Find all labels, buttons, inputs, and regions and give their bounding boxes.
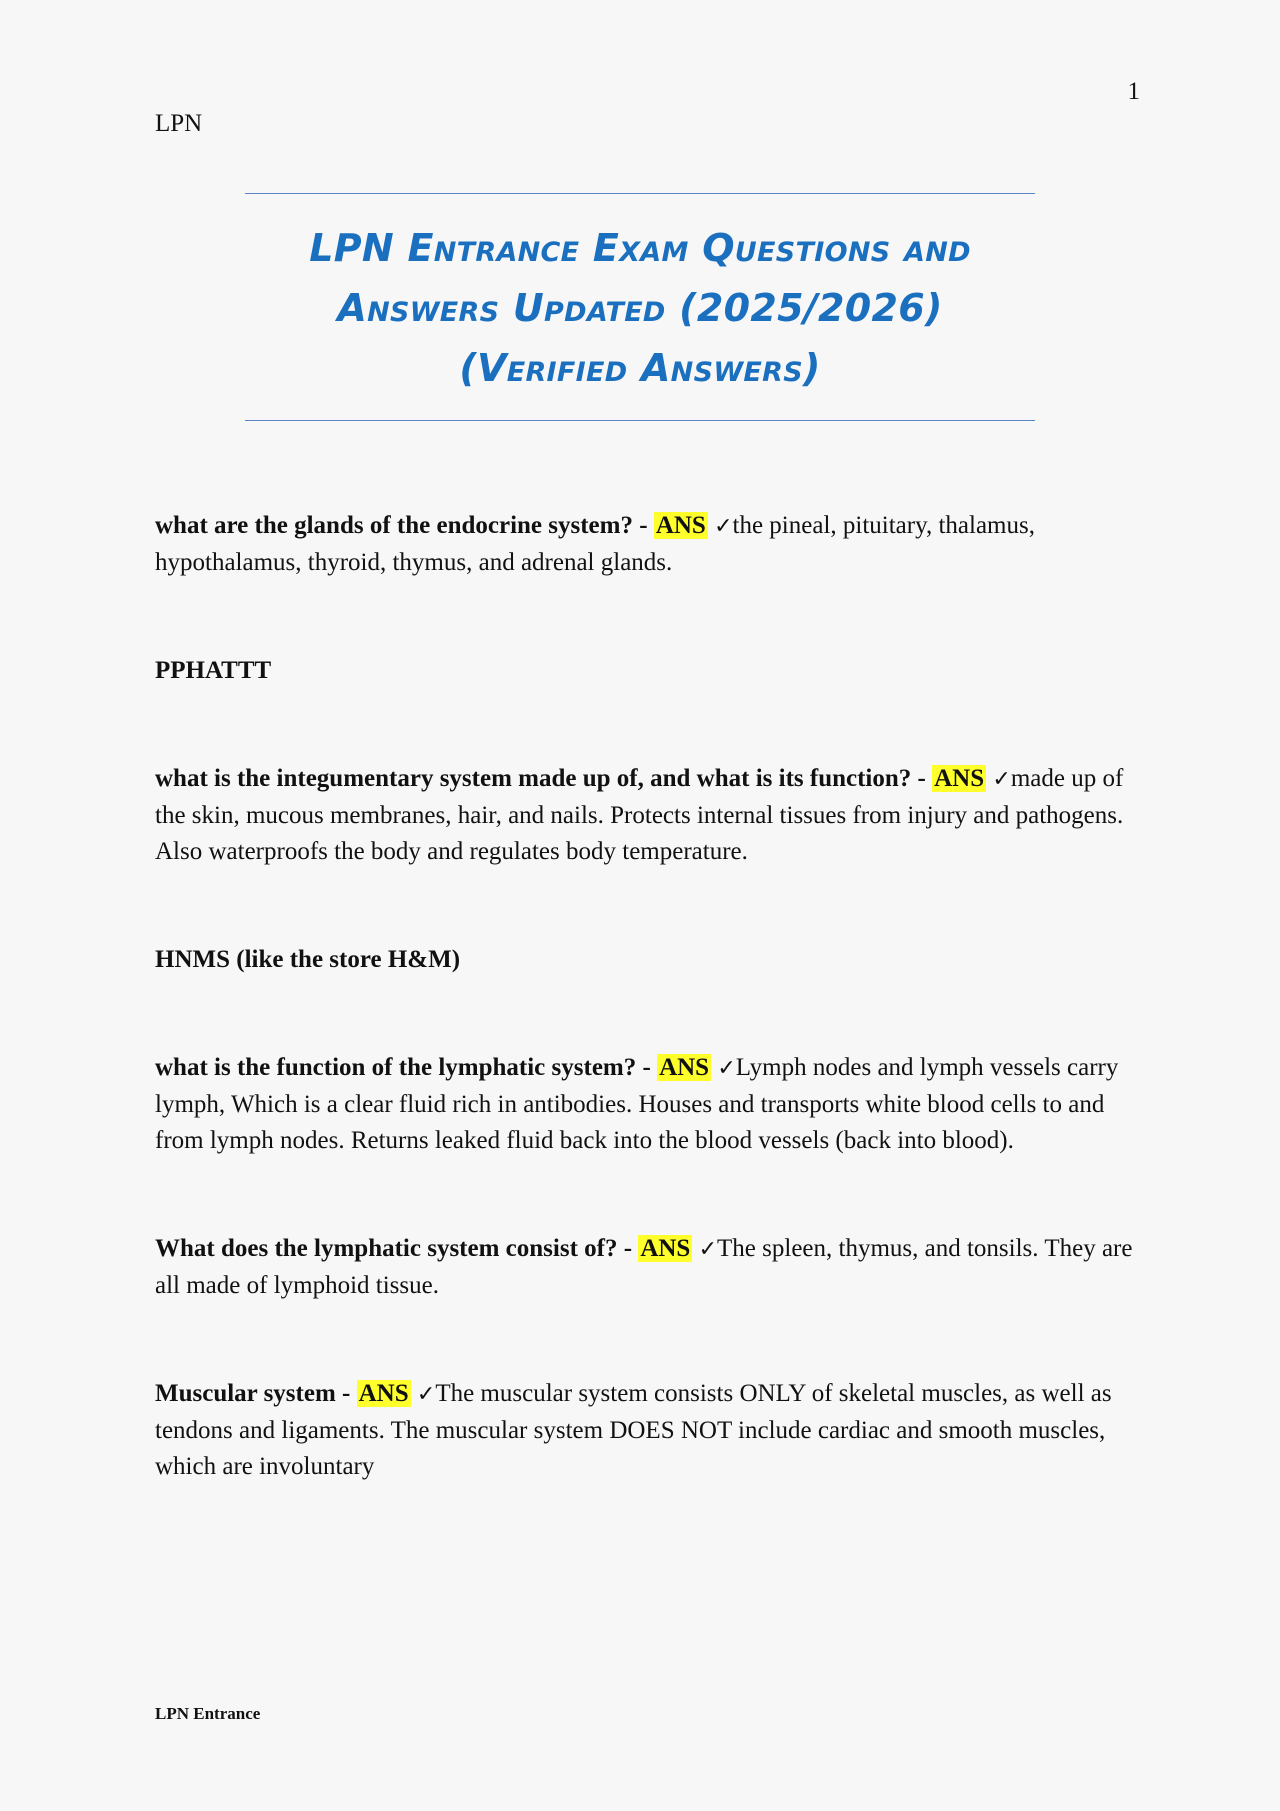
- answer-text: The muscular system consists ONLY of skeletal muscles, as well as tendons and ligaments. The muscular system DOES NOT include cardiac and smooth muscles, which are involuntary: [155, 1380, 1112, 1480]
- document-title: [245, 193, 1035, 421]
- check-icon: ✓: [698, 1237, 718, 1262]
- answer-text: made up of the skin, mucous membranes, hair, and nails. Protects internal tissues from injury and pathogens. Also waterproofs the body and regulates body temperature.: [155, 765, 1124, 865]
- ans-badge: ANS: [655, 512, 706, 539]
- page-number: 1: [1127, 78, 1140, 105]
- title-line-3: (Verified Answers): [459, 346, 821, 390]
- answer-text: The spleen, thymus, and tonsils. They are all made of lymphoid tissue.: [155, 1235, 1133, 1299]
- question-text: what are the glands of the endocrine system? -: [155, 512, 654, 539]
- answer-text: Lymph nodes and lymph vessels carry lymph, Which is a clear fluid rich in antibodies. Houses and transports white blood cells to and from lymph nodes. Returns leaked fluid back into the blood vessels (back into blood).: [155, 1054, 1119, 1154]
- question-text: what is the function of the lymphatic system? -: [155, 1054, 658, 1081]
- ans-badge: ANS: [640, 1235, 691, 1262]
- header-label: LPN: [155, 110, 203, 137]
- check-icon: ✓: [416, 1382, 436, 1407]
- check-icon: ✓: [992, 767, 1011, 792]
- check-icon: ✓: [714, 514, 733, 539]
- mnemonic: HNMS (like the store H&M): [155, 946, 461, 973]
- title-line-1: LPN Entrance Exam Questions and: [309, 226, 971, 270]
- question-text: what is the integumentary system made up of, and what is its function? -: [155, 765, 933, 792]
- qa-item: [155, 761, 1135, 870]
- question-text: What does the lymphatic system consist of? -: [155, 1235, 639, 1262]
- qa-item: [155, 508, 1135, 581]
- ans-badge: ANS: [358, 1380, 409, 1407]
- ans-badge: ANS: [934, 765, 985, 792]
- question-text: Muscular system -: [155, 1380, 357, 1407]
- qa-item: [155, 1376, 1135, 1485]
- ans-badge: ANS: [659, 1054, 710, 1081]
- answer-text: the pineal, pituitary, thalamus, hypothalamus, thyroid, thymus, and adrenal glands.: [155, 512, 1035, 576]
- footer-label: LPN Entrance: [155, 1704, 261, 1723]
- qa-item: [155, 1231, 1135, 1304]
- qa-item: [155, 1050, 1135, 1159]
- document-body: [155, 508, 1135, 1557]
- mnemonic: PPHATTT: [155, 657, 272, 684]
- title-line-2: Answers Updated (2025/2026): [337, 286, 943, 330]
- check-icon: ✓: [717, 1056, 736, 1081]
